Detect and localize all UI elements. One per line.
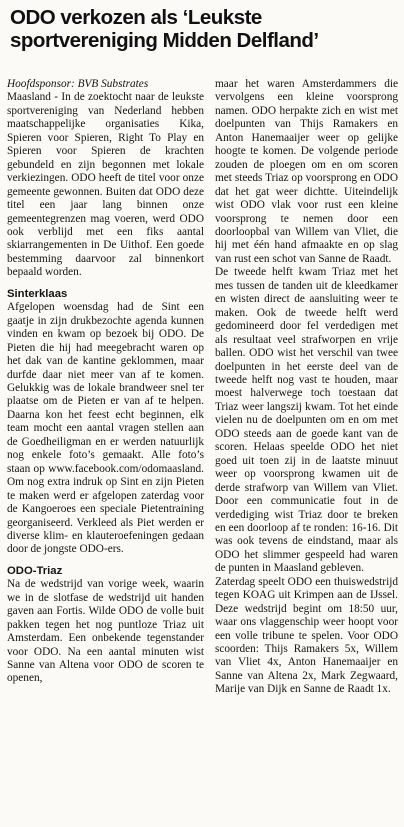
left-column — [7, 78, 204, 686]
right-column — [215, 78, 398, 697]
headline-line-1: ODO verkozen als ‘Leukste — [10, 6, 262, 29]
match-paragraph-start: Na de wedstrijd van vorige week, waarin we in de slotfase de wedstrijd uit handen gaven aan Fortis. Wilde ODO de volle buit pakken tegen het nog puntloze Triaz uit Amsterdam. Een onbekende tegenstander voor ODO. Na een aantal minuten wist Sanne van Altena voor ODO de scoren te openen, — [7, 578, 204, 685]
spacer — [7, 280, 204, 288]
next-match-paragraph: Zaterdag speelt ODO een thuiswedstrijd tegen KOAG uit Krimpen aan de IJssel. Deze wedstrijd begint om 18:50 uur, waar ons vlaggenschip weer hoopt voor een volle tribune te spelen. Voor ODO scoorden: Thijs Ramakers 5x, Willem van Vliet 4x, Anton Hanemaaijer en Sanne van Altena 2x, Mark Zegwaard, Marije van Dijk en Sanne de Raadt 1x. — [215, 575, 398, 696]
sinterklaas-paragraph: Afgelopen woensdag had de Sint een gaatje in zijn drukbezochte agenda kunnen vinden en kwam op bezoek bij ODO. De Pieten die hij had meegebracht waren op het dak van de kantine geklommen, maar durfde daar niet meer van af te komen. Gelukkig was de lokale brandweer snel ter plaatse om de Pieten er van af te helpen. Daarna kon het feest echt beginnen, elk team mocht een aantal vragen stellen aan de Goedheiligman en er werden natuurlijk nog enkele foto’s gemaakt. Alle foto’s staan op www.facebook.com/odomaasland. Om nog extra indruk op Sint en zijn Pieten te maken werd er afgelopen zaterdag voor de Kangoeroes een speciale Pietentraining georganiseerd. Verkleed als Piet werden er diverse klim- en klauteroefeningen gedaan door de jongste ODO-ers. — [7, 301, 204, 556]
subheading-sinterklaas: Sinterklaas — [7, 287, 68, 300]
second-half-paragraph: De tweede helft kwam Triaz met het mes tussen de tanden uit de kleedkamer en wisten direct de aansluiting weer te maken. Ook de tweede helft werd gedomineerd door fel verdedigen met als resultaat veel strafworpen en vrije ballen. ODO wist het verschil van twee doelpunten in het eerste deel van de tweede helft nog vast te houden, maar moest halverwege toch toestaan dat Triaz weer langszij kwam. Tot het einde vielen nu de doelpunten om en om met ODO steeds aan de goede kant van de scoren. Helaas speelde ODO het niet goed uit toen zij in de laatste minuut weer op voorsprong kwamen uit de derde strafworp van Willem van Vliet. Door een communicatie fout in de verdediging wist Triaz door te breken en een doorloop af te ronden: 16-16. Dit was ook tevens de eindstand, maar als ODO het slimmer gespeeld had waren de punten in Maasland gebleven. — [215, 266, 398, 575]
headline — [10, 6, 400, 52]
intro-paragraph: Maasland - In de zoektocht naar de leukste sportvereniging van Nederland hebben maatschappelijke organisaties Kika, Spieren voor Spieren, Right To Play en Spieren voor Spieren de krachten gebundeld en zijn begonnen met lokale verkiezingen. ODO heeft de titel voor onze gemeente gewonnen. Buiten dat ODO deze titel een jaar lang binnen onze gemeentegrenzen mag voeren, werd ODO ook verblijd met een fiks aantal skiarrangementen in De Uithof. Een goede bestemming daarvoor zal binnenkort bepaald worden. — [7, 91, 204, 279]
spacer — [7, 557, 204, 565]
sponsor-line: Hoofdsponsor: BVB Substrates — [7, 78, 149, 90]
subheading-odo-triaz: ODO-Triaz — [7, 564, 63, 577]
match-paragraph-continued: maar het waren Amsterdammers die vervolgens een kleine voorsprong namen. ODO herpakte zich en wist met doelpunten van Thijs Ramakers en Anton Hanemaaijer weer op gelijke hoogte te komen. De volgende periode zouden de ploegen om en om scoren met steeds Triaz op voorsprong en ODO dat het gat weer dichtte. Uiteindelijk wist ODO vlak voor rust een kleine voorsprong te nemen door een doorloopbal van Willem van Vliet, die hij met één hand afmaakte en op slag van rust een schot van Sanne de Raadt. — [215, 78, 398, 265]
headline-line-2: sportvereniging Midden Delfland’ — [10, 29, 319, 52]
